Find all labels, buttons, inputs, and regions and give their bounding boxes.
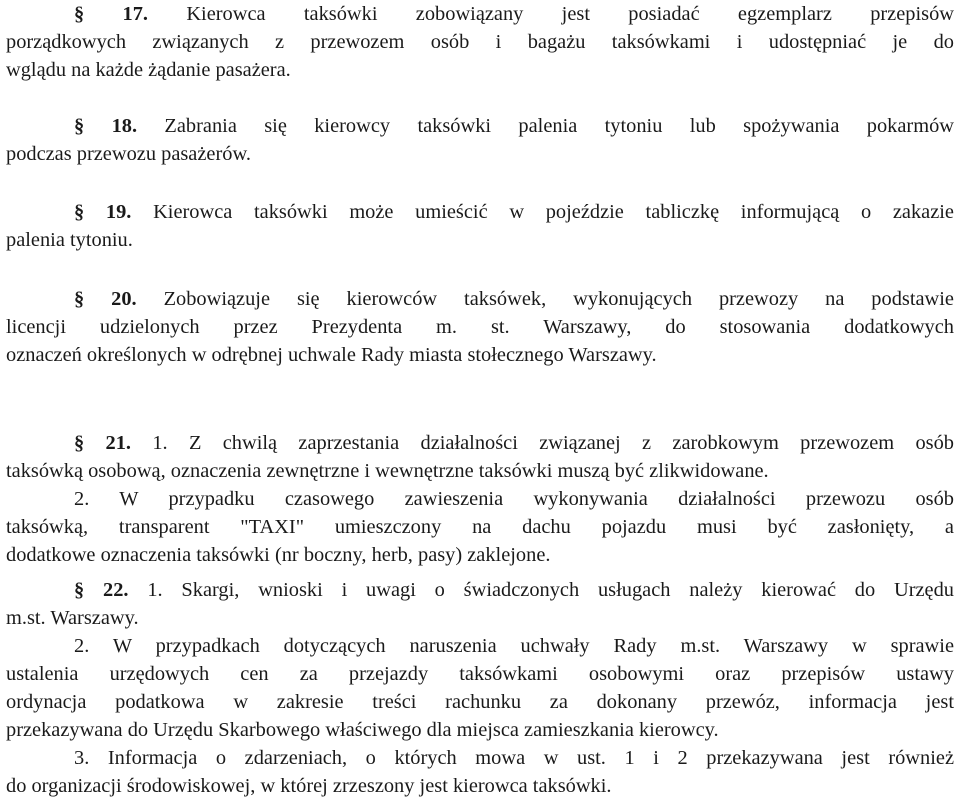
paragraph-number: 19. <box>105 201 132 223</box>
paragraph-line: Kierowca taksówki może umieścić w pojeździe tabliczkę informującą o zakazie <box>153 201 954 223</box>
paragraph-line: oznaczeń określonych w odrębnej uchwale Rady miasta stołecznego Warszawy. <box>6 344 657 366</box>
paragraph-20 <box>6 285 954 369</box>
paragraph-line: 2. W przypadku czasowego zawieszenia wykonywania działalności przewozu osób <box>74 488 954 510</box>
paragraph-number: 22. <box>103 579 129 601</box>
paragraph-line: ordynacja podatkowa w zakresie treści rachunku za dokonany przewóz, informacja jest <box>6 691 954 713</box>
paragraph-line: m.st. Warszawy. <box>6 607 139 629</box>
section-sign: § <box>74 201 85 223</box>
paragraph-line: podczas przewozu pasażerów. <box>6 143 251 165</box>
paragraph-19 <box>6 198 954 254</box>
paragraph-line: taksówką osobową, oznaczenia zewnętrzne i wewnętrzne taksówki muszą być zlikwidowane. <box>6 460 769 482</box>
paragraph-line: 3. Informacja o zdarzeniach, o których mowa w ust. 1 i 2 przekazywana jest również <box>74 747 954 769</box>
paragraph-line: Zabrania się kierowcy taksówki palenia tytoniu lub spożywania pokarmów <box>164 115 954 137</box>
section-sign: § <box>74 288 85 310</box>
paragraph-line: ustalenia urzędowych cen za przejazdy taksówkami osobowymi oraz przepisów ustawy <box>6 663 954 685</box>
section-sign: § <box>74 432 85 454</box>
paragraph-line: licencji udzielonych przez Prezydenta m. st. Warszawy, do stosowania dodatkowych <box>6 316 954 338</box>
paragraph-line: przekazywana do Urzędu Skarbowego właściwego dla miejsca zamieszkania kierowcy. <box>6 719 719 741</box>
paragraph-number: 18. <box>111 115 138 137</box>
paragraph-line: 1. Z chwilą zaprzestania działalności związanej z zarobkowym przewozem osób <box>152 432 954 454</box>
paragraph-number: 20. <box>111 288 137 310</box>
paragraph-18 <box>6 112 954 168</box>
paragraph-21 <box>6 429 954 569</box>
section-sign: § <box>74 3 85 25</box>
paragraph-22 <box>6 576 954 800</box>
paragraph-line: Zobowiązuje się kierowców taksówek, wykonujących przewozy na podstawie <box>163 288 954 310</box>
paragraph-line: 1. Skargi, wnioski i uwagi o świadczonych usługach należy kierować do Urzędu <box>147 579 954 601</box>
paragraph-number: 17. <box>122 3 149 25</box>
paragraph-line: wglądu na każde żądanie pasażera. <box>6 59 291 81</box>
section-sign: § <box>74 579 85 601</box>
paragraph-line: porządkowych związanych z przewozem osób i bagażu taksówkami i udostępniać je do <box>6 31 954 53</box>
section-sign: § <box>74 115 85 137</box>
paragraph-line: palenia tytoniu. <box>6 229 133 251</box>
paragraph-line: Kierowca taksówki zobowiązany jest posiadać egzemplarz przepisów <box>186 3 954 25</box>
paragraph-line: do organizacji środowiskowej, w której zrzeszony jest kierowca taksówki. <box>6 775 612 797</box>
paragraph-line: taksówką, transparent "TAXI" umieszczony na dachu pojazdu musi być zasłonięty, a <box>6 516 954 538</box>
paragraph-17 <box>6 0 954 84</box>
paragraph-number: 21. <box>105 432 132 454</box>
paragraph-line: dodatkowe oznaczenia taksówki (nr boczny, herb, pasy) zaklejone. <box>6 544 551 566</box>
paragraph-line: 2. W przypadkach dotyczących naruszenia uchwały Rady m.st. Warszawy w sprawie <box>74 635 954 657</box>
